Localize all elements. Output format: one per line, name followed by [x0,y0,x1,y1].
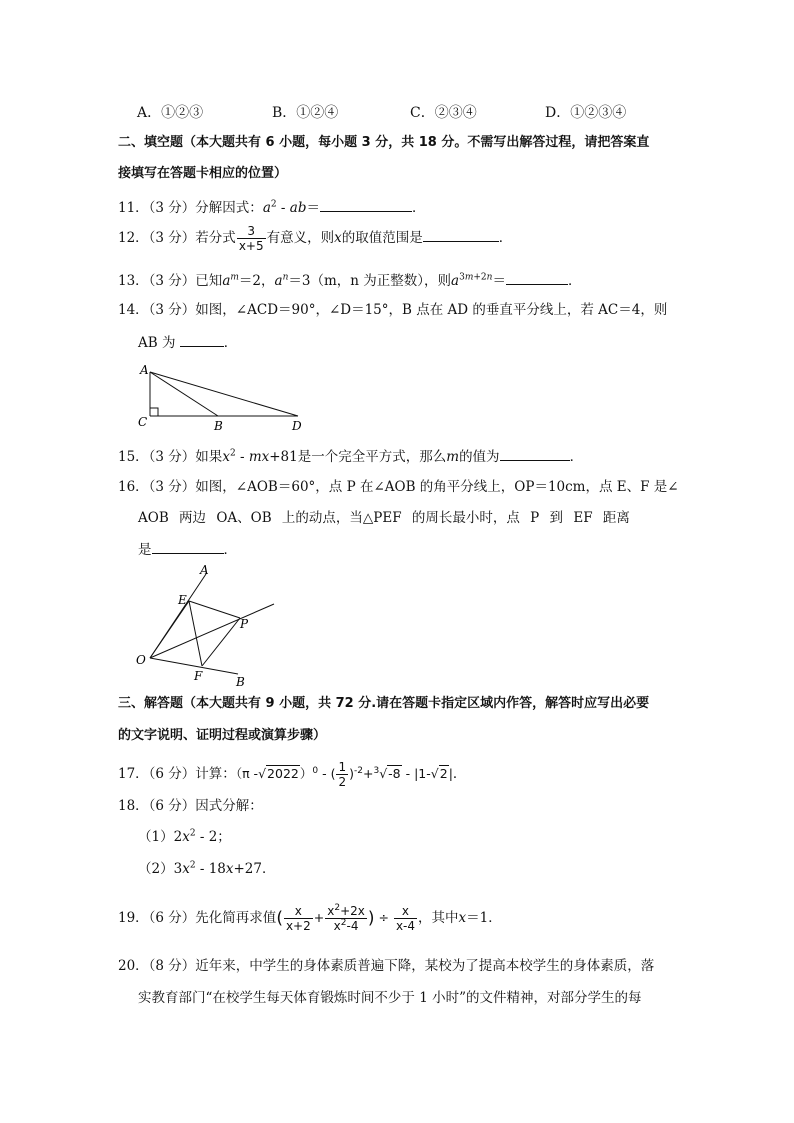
question-20-line1: 20．（8 分）近年来，中学生的身体素质普遍下降，某校为了提高本校学生的身体素质，落 [118,958,655,974]
q11-prefix: 11．（3 分）分解因式： [118,200,263,216]
fig16-label-e: E [178,593,187,607]
fig14-right-angle-mark [150,408,158,416]
q12-mid: 有意义，则 [266,230,335,246]
question-18-part1: $(1)2x^2 - 2$； [138,828,231,845]
q12-denominator: x+5 [238,239,264,253]
q18-p2-label: （2） [138,861,174,877]
question-14-line1: 14．（3 分）如图，∠ACD＝90°，∠D＝15°，B 点在 AD 的垂直平分线上，若 AC＝4，则 [118,302,668,318]
section2-heading-line2: 接填写在答题卡相应的位置） [118,166,288,181]
fig16-segment-ep [189,601,240,618]
q19-expression: ( $\frac{x}{x+2}$ + $\frac{x^2+2x}{x^2-4}$ ) ÷ $\frac{x}{x-4}$ [276,903,416,933]
q12-end: ． [498,230,513,246]
q19-value: ＝1． [466,910,502,926]
question-12 [118,224,512,253]
q12-prefix: 12．（3 分）若分式 [118,230,236,246]
q15-var: m [446,449,460,465]
option-c: C．②③④ [410,105,477,121]
q12-answer-blank [423,227,499,242]
fig16-label-a: A [200,563,209,577]
fig16-label-f: F [194,669,203,683]
question-16-line3 [138,539,237,560]
q13-end: ． [567,273,582,289]
question-14-line2 [138,332,237,353]
question-16-line2: AOB 两边 OA、OB 上的动点，当△PEF 的周长最小时，点 P 到 EF 距离 [138,510,630,526]
option-d: D．①②③④ [545,105,627,121]
fig14-label-b: B [214,419,223,433]
q17-end: ． [452,766,467,782]
q19-var: x [458,910,467,926]
q13-answer-blank [506,270,568,285]
question-13: 13．（3 分）已知$a^m=2$，$a^n=3(m$，n 为正整数），则$a^{3m+2n}=$ ． [118,270,581,291]
q14-ab-text: AB 为 [138,335,176,351]
q17-expression: （π -√2022）$^0$ - ( $\frac{1}{2}$ )$^{-2}$+$^3$√-8 - |1-√2| [235,760,453,789]
q13-mid: （m，n 为正整数），则 [310,273,452,289]
q18-p2-end: ． [262,861,276,877]
q11-answer-blank [320,197,412,212]
q14-answer-blank [180,332,224,347]
q15-prefix: 15．（3 分）如果 [118,449,223,465]
q15-answer-blank [500,446,570,461]
question-17 [118,760,466,789]
fig14-label-d: D [292,419,302,433]
fig16-label-b: B [236,675,245,689]
q16-end: ． [223,542,237,558]
figure-14-triangle [132,360,312,436]
q14-end: ． [223,335,238,351]
figure-16-angle [132,562,282,690]
question-18-title: 18．（6 分）因式分解： [118,798,263,814]
fig14-label-c: C [138,415,148,429]
section3-heading-line2: 的文字说明、证明过程或演算步骤） [118,728,327,743]
question-18-part2: $(2)3x^2 - 18x+27$． [138,860,276,877]
question-20-line2: 实教育部门“在校学生每天体育锻炼时间不少于 1 小时”的文件精神，对部分学生的每 [138,990,642,1006]
q18-p1-label: （1） [138,829,174,845]
question-16-line1: 16．（3 分）如图，∠AOB＝60°，点 P 在∠AOB 的角平分线上，OP＝10cm，点 E、F 是∠ [118,479,679,495]
q16-answer-blank [152,539,224,554]
q12-tail: 的取值范围是 [341,230,423,246]
fig14-segment-ad [150,372,298,416]
fig16-label-o: O [136,653,146,667]
q15-end: ． [569,449,584,465]
q13-prefix: 13．（3 分）已知 [118,273,223,289]
q19-prefix: 19．（6 分）先化简再求值 [118,910,277,926]
q12-numerator: 3 [237,224,266,239]
question-19 [118,904,502,933]
question-15: 15．（3 分）如果$x^2 - mx+81$是一个完全平方式，那么m的值为 ． [118,446,583,467]
fig14-label-a: A [140,363,149,377]
q12-var: x [334,230,342,246]
section2-heading-line1: 二、填空题（本大题共有 6 小题，每小题 3 分，共 18 分。不需写出解答过程，请把答案直 [118,135,650,150]
q19-tail: ，其中 [418,910,459,926]
fig14-segment-ab [150,372,218,416]
fig16-segment-fp [202,618,240,666]
question-11: 11．（3 分）分解因式：$a^2 - ab=$ ． [118,197,425,218]
section3-heading-line1: 三、解答题（本大题共有 9 小题，共 72 分.请在答题卡指定区域内作答，解答时应写出必要 [118,696,650,711]
fig16-segment-ef [189,601,202,666]
option-b: B．①②④ [272,105,339,121]
q18-p1-end: ； [217,829,231,845]
q15-tail: 的值为 [459,449,500,465]
q15-mid: 是一个完全平方式，那么 [297,449,447,465]
option-a: A．①②③ [137,105,204,121]
q11-end: ． [411,200,426,216]
fig16-label-p: P [240,617,249,631]
q17-prefix: 17．（6 分）计算： [118,766,236,782]
q16-shi-text: 是 [138,542,152,558]
q12-fraction [237,224,266,253]
